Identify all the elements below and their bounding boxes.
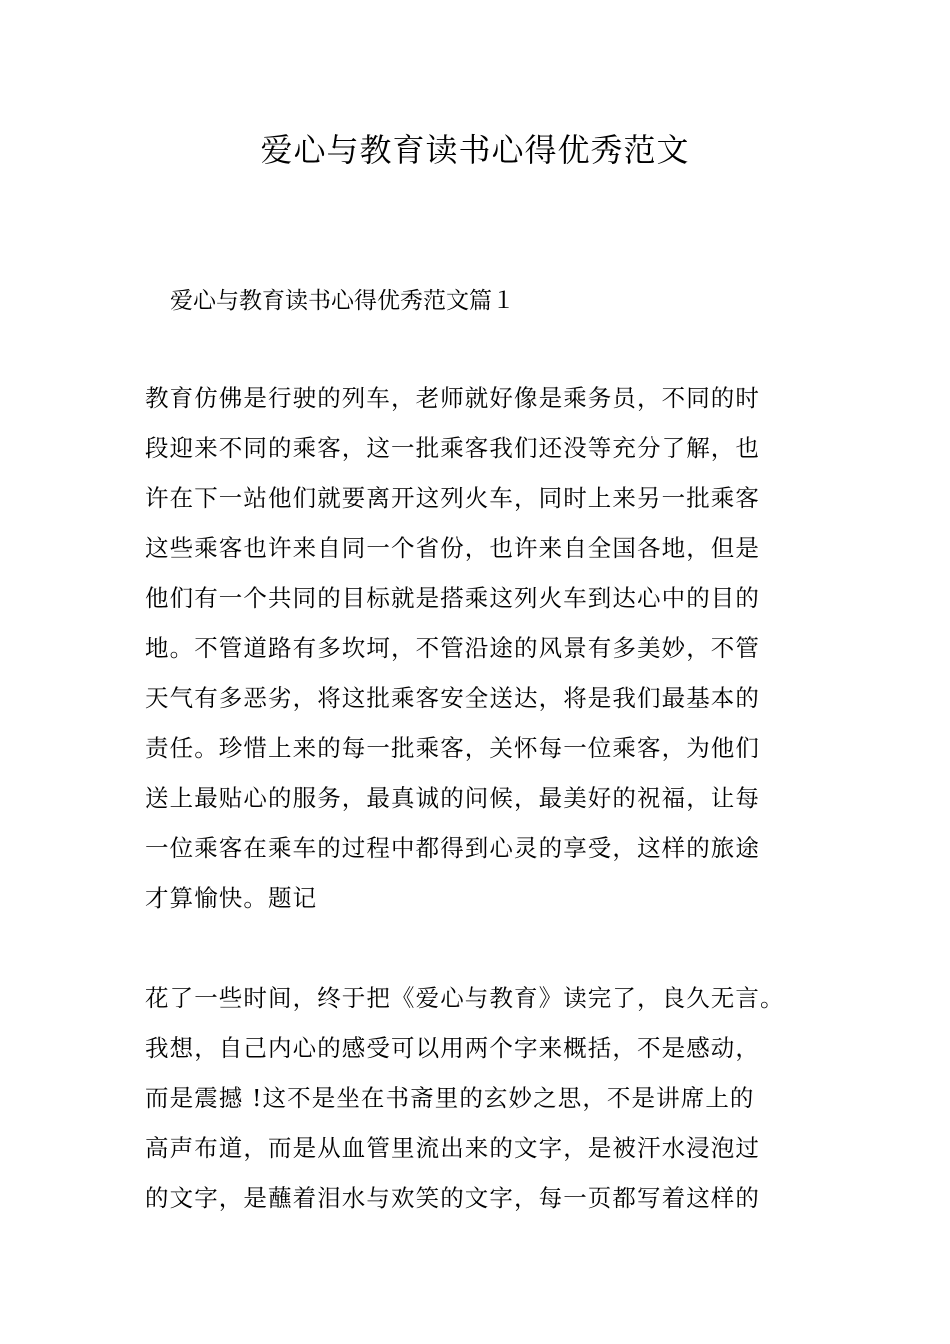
paragraph-line: 天气有多恶劣，将这批乘客安全送达，将是我们最基本的 [145, 684, 760, 712]
paragraph-line: 段迎来不同的乘客，这一批乘客我们还没等充分了解，也 [145, 434, 760, 462]
paragraph-line: 高声布道，而是从血管里流出来的文字，是被汗水浸泡过 [145, 1134, 760, 1162]
paragraph-line: 的文字，是蘸着泪水与欢笑的文字，每一页都写着这样的 [145, 1184, 760, 1212]
paragraph-line: 才算愉快。题记 [145, 884, 318, 912]
paragraph-line: 我想，自己内心的感受可以用两个字来概括，不是感动， [145, 1034, 760, 1062]
paragraph-line: 教育仿佛是行驶的列车，老师就好像是乘务员，不同的时 [145, 384, 760, 412]
paragraph-line: 而是震撼 !这不是坐在书斋里的玄妙之思，不是讲席上的 [145, 1084, 755, 1112]
paragraph-line: 地。不管道路有多坎坷，不管沿途的风景有多美妙，不管 [145, 634, 760, 662]
paragraph-line: 许在下一站他们就要离开这列火车，同时上来另一批乘客 [145, 484, 760, 512]
section-heading: 爱心与教育读书心得优秀范文篇１ [170, 288, 515, 314]
paragraph-line: 这些乘客也许来自同一个省份，也许来自全国各地，但是 [145, 534, 760, 562]
paragraph-1 [145, 380, 835, 930]
paragraph-line: 花了一些时间，终于把《爱心与教育》读完了，良久无言。 [145, 984, 785, 1012]
paragraph-line: 他们有一个共同的目标就是搭乘这列火车到达心中的目的 [145, 584, 760, 612]
paragraph-line: 一位乘客在乘车的过程中都得到心灵的享受，这样的旅途 [145, 834, 760, 862]
paragraph-line: 送上最贴心的服务，最真诚的问候，最美好的祝福，让每 [145, 784, 760, 812]
paragraph-2 [145, 980, 835, 1230]
document-title: 爱心与教育读书心得优秀范文 [260, 131, 690, 169]
paragraph-line: 责任。珍惜上来的每一批乘客，关怀每一位乘客，为他们 [145, 734, 760, 762]
